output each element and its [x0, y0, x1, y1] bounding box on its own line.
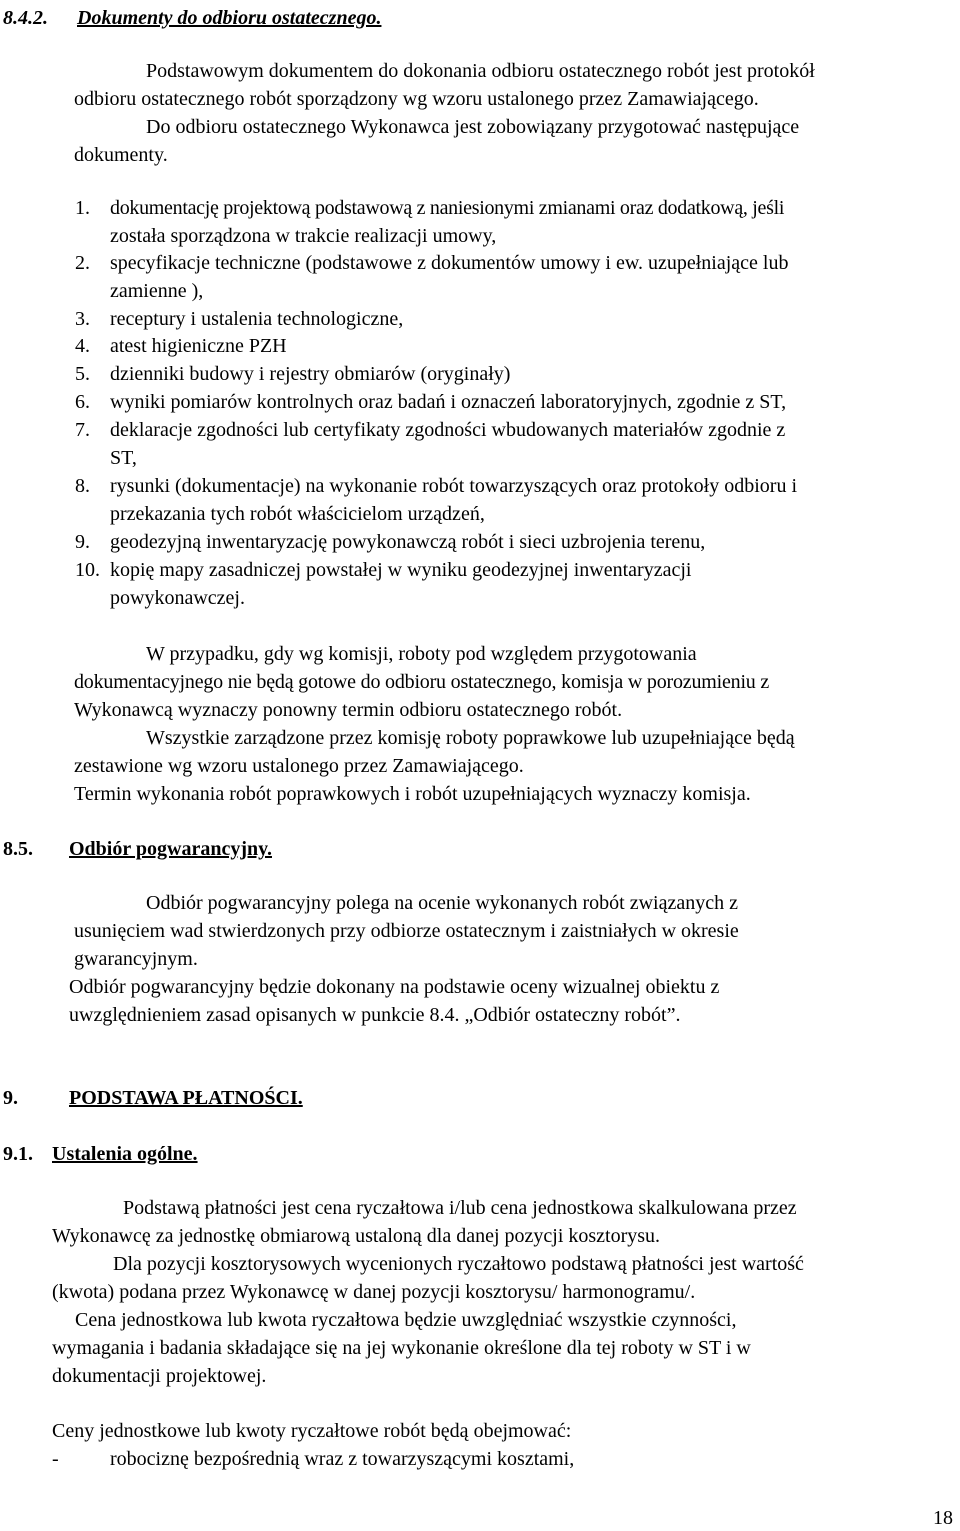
paragraph-line: Cena jednostkowa lub kwota ryczałtowa będzie uwzględniać wszystkie czynności, — [75, 1309, 737, 1331]
paragraph-line: dokumentacji projektowej. — [52, 1365, 267, 1387]
section-number: 8.4.2. — [3, 7, 48, 29]
list-item: zamienne ), — [110, 280, 204, 302]
page-number: 18 — [933, 1507, 953, 1529]
list-item: receptury i ustalenia technologiczne, — [110, 308, 404, 330]
list-item-number: 8. — [75, 475, 90, 497]
list-item-number: 2. — [75, 252, 90, 274]
paragraph-line: Wykonawcą wyznaczy ponowny termin odbioru ostatecznego robót. — [74, 699, 623, 721]
list-item: dokumentację projektową podstawową z naniesionymi zmianami oraz dodatkową, jeśli — [110, 197, 785, 219]
list-item: kopię mapy zasadniczej powstałej w wyniku geodezyjnej inwentaryzacji — [110, 559, 692, 581]
section-number: 9.1. — [3, 1143, 33, 1165]
paragraph-line: dokumentacyjnego nie będą gotowe do odbioru ostatecznego, komisja w porozumieniu z — [74, 671, 770, 693]
paragraph-line: (kwota) podana przez Wykonawcę w danej pozycji kosztorysu/ harmonogramu/. — [52, 1281, 696, 1303]
list-item: deklaracje zgodności lub certyfikaty zgodności wbudowanych materiałów zgodnie z — [110, 419, 786, 441]
list-item: wyniki pomiarów kontrolnych oraz badań i oznaczeń laboratoryjnych, zgodnie z ST, — [110, 391, 787, 413]
list-item: dzienniki budowy i rejestry obmiarów (oryginały) — [110, 363, 511, 385]
list-item-number: 10. — [75, 559, 100, 581]
list-item: ST, — [110, 447, 137, 469]
section-number: 8.5. — [3, 838, 33, 860]
list-item-number: 4. — [75, 335, 90, 357]
list-item-number: 7. — [75, 419, 90, 441]
list-item: atest higieniczne PZH — [110, 335, 287, 357]
paragraph-line: wymagania i badania składające się na jej wykonanie określone dla tej roboty w ST i w — [52, 1337, 751, 1359]
list-item: geodezyjną inwentaryzację powykonawczą robót i sieci uzbrojenia terenu, — [110, 531, 706, 553]
list-item-number: 9. — [75, 531, 90, 553]
bullet-dash: - — [52, 1448, 59, 1470]
section-number: 9. — [3, 1087, 18, 1109]
paragraph-line: uwzględnieniem zasad opisanych w punkcie 8.4. „Odbiór ostateczny robót”. — [69, 1004, 681, 1026]
paragraph-line: Wykonawcę za jednostkę obmiarową ustaloną dla danej pozycji kosztorysu. — [52, 1225, 661, 1247]
paragraph-line: gwarancyjnym. — [74, 948, 198, 970]
bullet-item: robociznę bezpośrednią wraz z towarzyszącymi kosztami, — [110, 1448, 575, 1470]
list-item: rysunki (dokumentacje) na wykonanie robót towarzyszących oraz protokoły odbioru i — [110, 475, 798, 497]
list-item: przekazania tych robót właścicielom urządzeń, — [110, 503, 485, 525]
list-item: powykonawczej. — [110, 587, 245, 609]
list-item-number: 5. — [75, 363, 90, 385]
list-item-number: 3. — [75, 308, 90, 330]
paragraph-line: Podstawą płatności jest cena ryczałtowa i/lub cena jednostkowa skalkulowana przez — [123, 1197, 797, 1219]
paragraph-line: Do odbioru ostatecznego Wykonawca jest zobowiązany przygotować następujące — [146, 116, 800, 138]
paragraph-line: Odbiór pogwarancyjny będzie dokonany na podstawie oceny wizualnej obiektu z — [69, 976, 720, 998]
section-title: Odbiór pogwarancyjny. — [69, 838, 272, 860]
paragraph-line: Termin wykonania robót poprawkowych i robót uzupełniających wyznaczy komisja. — [74, 783, 751, 805]
paragraph-line: odbioru ostatecznego robót sporządzony wg wzoru ustalonego przez Zamawiającego. — [74, 88, 759, 110]
list-item: specyfikacje techniczne (podstawowe z dokumentów umowy i ew. uzupełniające lub — [110, 252, 789, 274]
paragraph-line: zestawione wg wzoru ustalonego przez Zamawiającego. — [74, 755, 524, 777]
paragraph-line: Ceny jednostkowe lub kwoty ryczałtowe robót będą obejmować: — [52, 1420, 572, 1442]
section-title: Dokumenty do odbioru ostatecznego. — [77, 7, 382, 29]
paragraph-line: Wszystkie zarządzone przez komisję roboty poprawkowe lub uzupełniające będą — [146, 727, 795, 749]
list-item-number: 1. — [75, 197, 90, 219]
paragraph-line: dokumenty. — [74, 144, 168, 166]
paragraph-line: Dla pozycji kosztorysowych wycenionych ryczałtowo podstawą płatności jest wartość — [113, 1253, 804, 1275]
section-title: Ustalenia ogólne. — [52, 1143, 198, 1165]
list-item-number: 6. — [75, 391, 90, 413]
paragraph-line: Podstawowym dokumentem do dokonania odbioru ostatecznego robót jest protokół — [146, 60, 815, 82]
list-item: została sporządzona w trakcie realizacji umowy, — [110, 225, 497, 247]
section-title: PODSTAWA PŁATNOŚCI. — [69, 1087, 303, 1109]
paragraph-line: Odbiór pogwarancyjny polega na ocenie wykonanych robót związanych z — [146, 892, 739, 914]
paragraph-line: usunięciem wad stwierdzonych przy odbiorze ostatecznym i zaistniałych w okresie — [74, 920, 739, 942]
paragraph-line: W przypadku, gdy wg komisji, roboty pod względem przygotowania — [146, 643, 697, 665]
